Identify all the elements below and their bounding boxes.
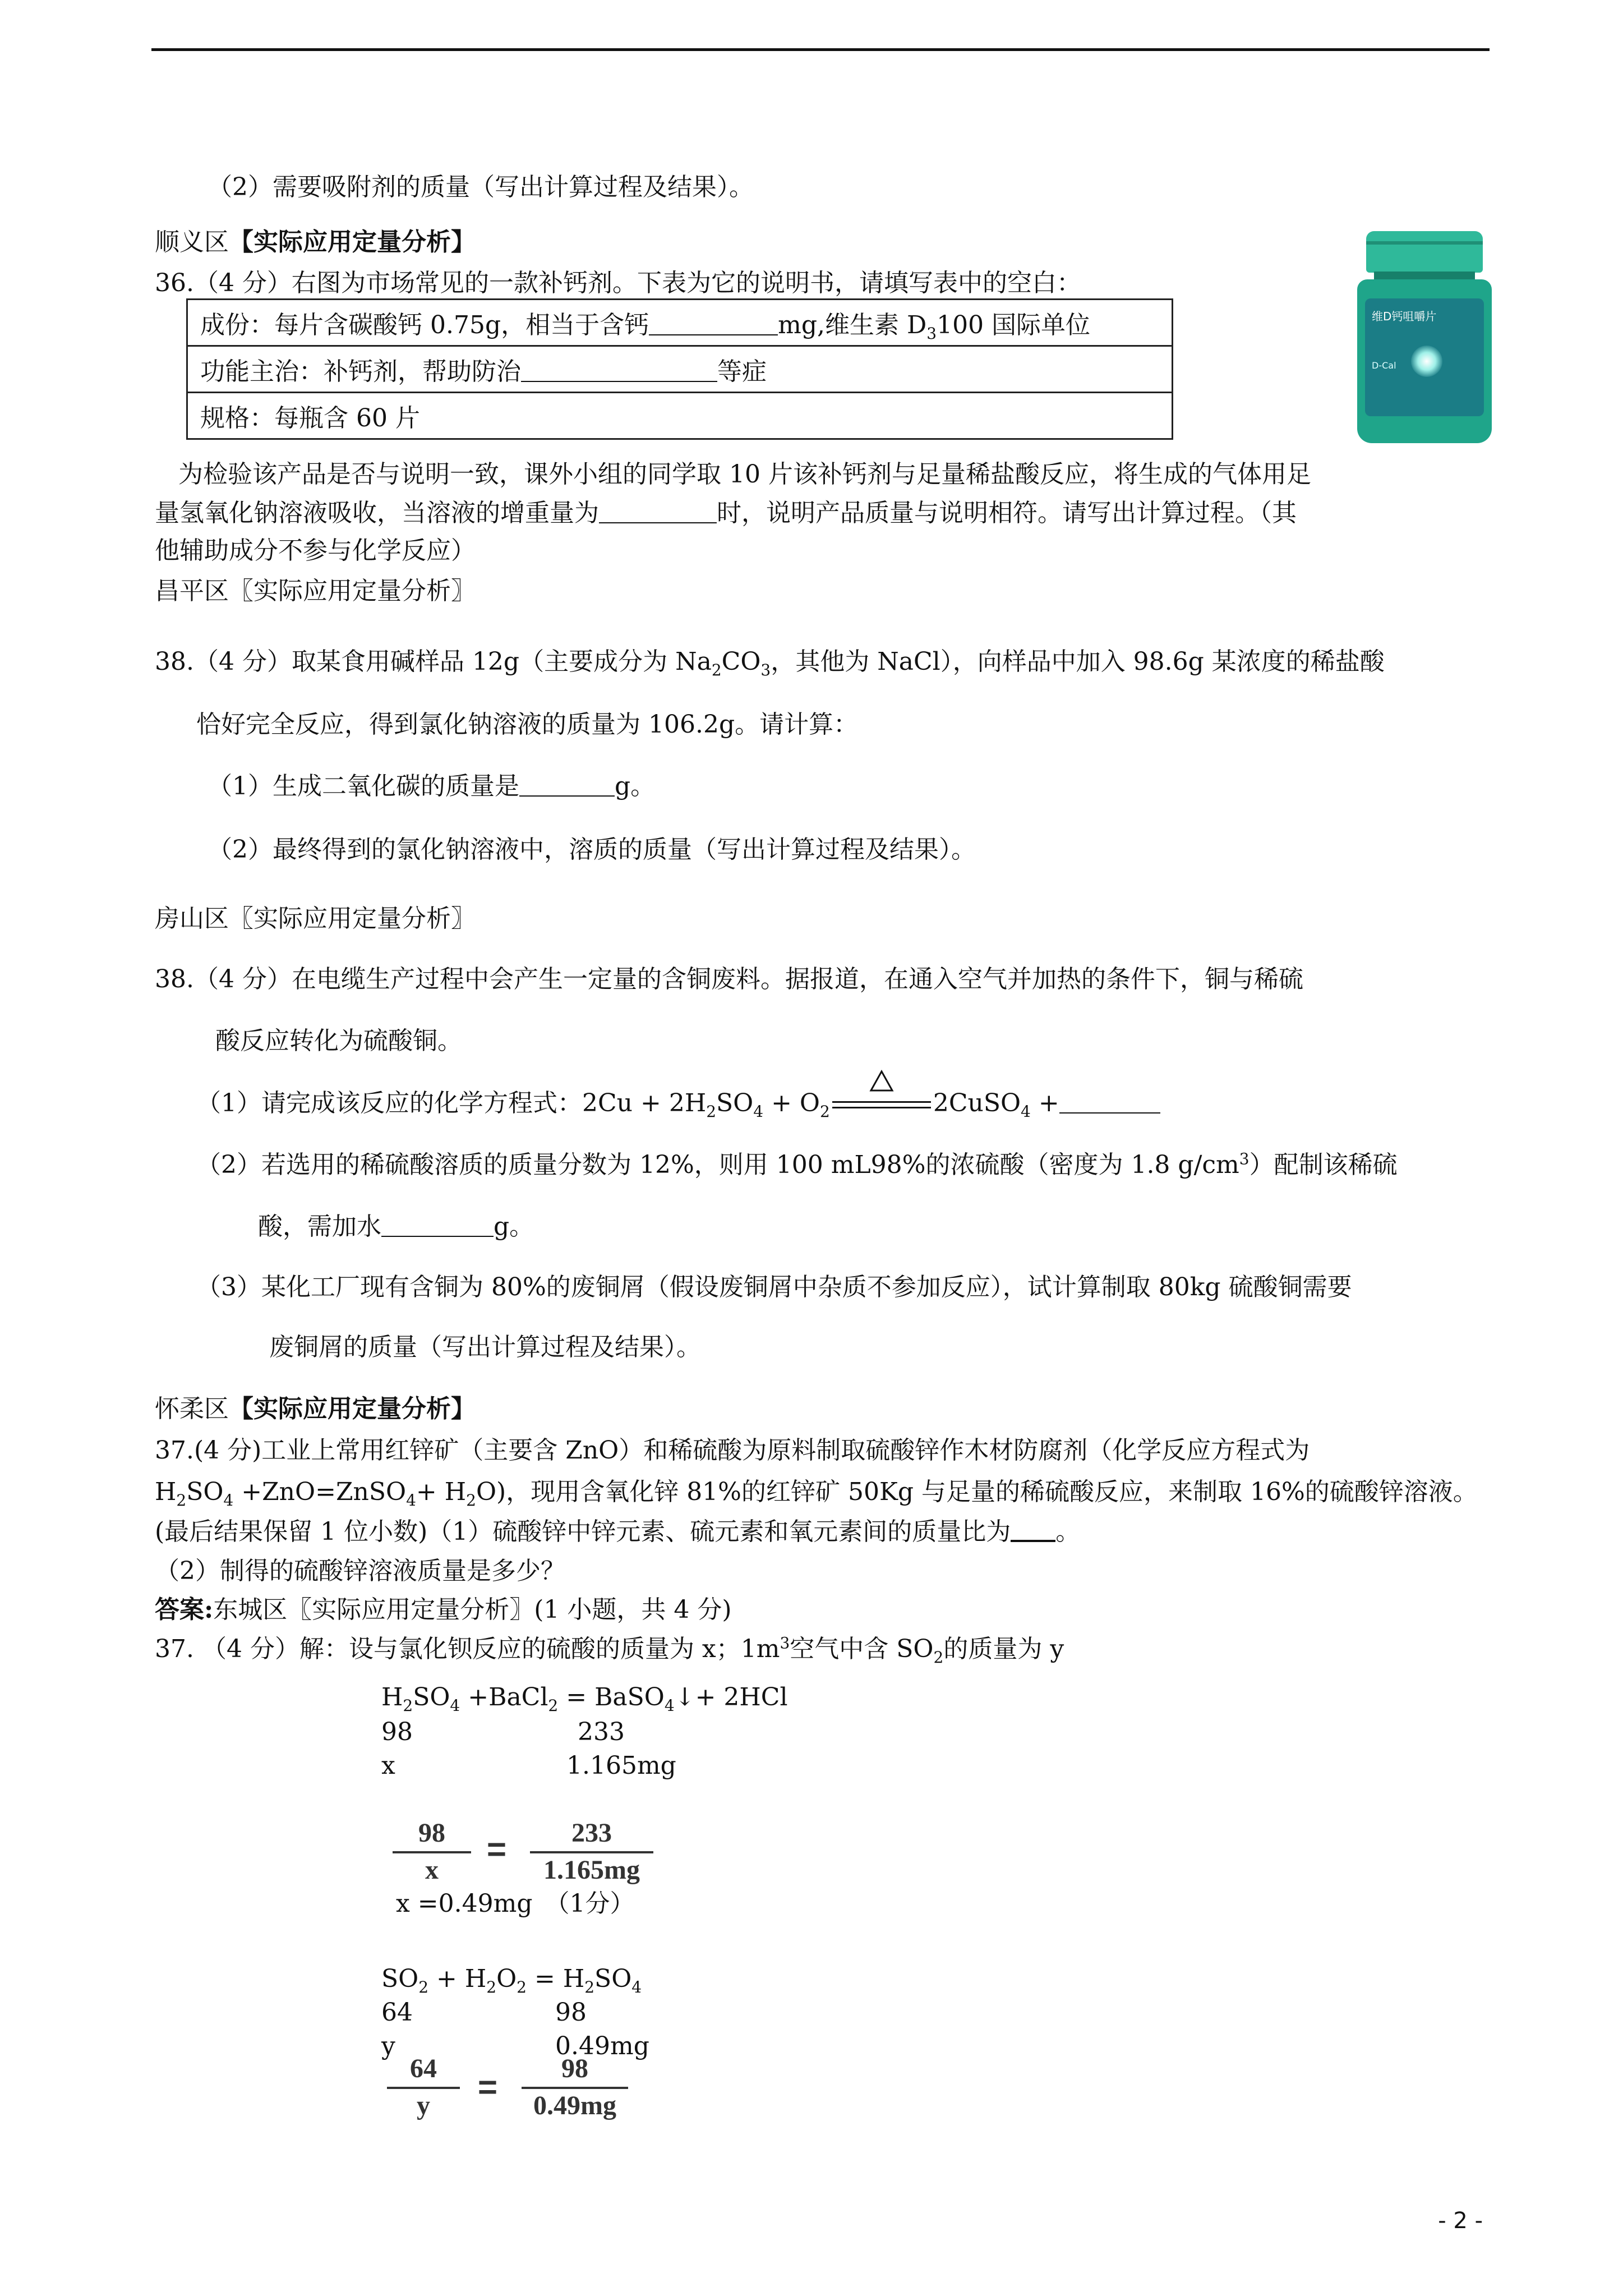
equals-sign: = [478, 2068, 498, 2106]
text-line: （2）最终得到的氯化钠溶液中，溶质的质量（写出计算过程及结果）。 [208, 835, 976, 864]
table-row [187, 346, 1173, 393]
chemical-equation-line: （1）请完成该反应的化学方程式：$2Cu + 2H_2SO_4 + O_2$ 2CuSO$_4$ + [196, 1087, 1160, 1120]
text-line: （2）需要吸附剂的质量（写出计算过程及结果）。 [208, 173, 754, 201]
product-info-table [186, 298, 1173, 440]
label-glow-icon [1411, 346, 1442, 377]
heat-triangle-icon [869, 1068, 894, 1090]
answer-blank [521, 358, 717, 382]
page-number: - 2 - [1438, 2208, 1483, 2234]
text-line: （1）生成二氧化碳的质量是 g。 [208, 772, 656, 800]
table-row [187, 393, 1173, 439]
section-heading: 房山区〖实际应用定量分析〗 [155, 904, 476, 933]
text-line: （2）若选用的稀硫酸溶质的质量分数为 12%，则用 100 mL98%的浓硫酸（密度为 1.8 $g/cm^3$）配制该稀硫 [196, 1149, 1398, 1179]
text-line: 37. （4 分）解：设与氯化钡反应的硫酸的质量为 x；$1m^3$空气中含 $SO_2$的质量为 y [155, 1634, 1064, 1667]
answer-blank [599, 500, 717, 523]
bottle-label: 维D钙咀嚼片 D-Cal [1365, 298, 1484, 416]
question-38-fangshan: 38.（4 分）在电缆生产过程中会产生一定量的含铜废料。据报道，在通入空气并加热的条件下，铜与稀硫 [155, 965, 1303, 993]
equation-bacl2: $H_2SO_4$ +BaCl$_2$ = BaSO$_4$↓+ 2HCl [381, 1683, 788, 1715]
result-x: x =0.49mg （1分） [396, 1889, 635, 1918]
molar-mass: 233 [578, 1718, 625, 1746]
document-page: （2）需要吸附剂的质量（写出计算过程及结果）。 顺义区【实际应用定量分析】 36.（4 分）右图为市场常见的一款补钙剂。下表为它的说明书，请填写表中的空白： 成份：每片含碳酸钙 0.75g，相当于含钙 mg,维生素 $D_3100$ 国际单位 功能主治：补钙剂，帮助防治 等症 规格：每瓶含 60 片 维D钙咀嚼片 D-Cal 为检验该产品是否与说明一致，课外小组的同学取 10 片该补钙剂与足量稀盐酸反应，将生成的气体用足 量氢氧化钠溶液吸收，当溶液的增重量为 时，说明产品质量与说明相符。请写出计算过程。（其 他辅助成分不参与化学反应） 昌平区〖实际应用定量分析〗 38.（4 分）取某食用碱样品 12g（主要成分为 $Na_2CO_3$，其他为 NaCl），向样品中加入 98.6g 某浓度的稀盐酸 恰好完全反应，得到氯化钠溶液的质量为 106.2g。请计算： （1）生成二氧化碳的质量是 g。 （2）最终得到的氯化钠溶液中，溶质的质量（写出计算过程及结果）。 房山区〖实际应用定量分析〗 38.（4 分）在电缆生产过程中会产生一定量的含铜废料。据报道，在通入空气并加热的条件下，铜与稀硫 酸反应转化为硫酸铜。 （1）请完成该反应的化学方程式：$2Cu + 2H_2SO_4 + O_2$ 2CuSO$_4$ + （2）若选用的稀硫酸溶质的质量分数为 12%，则用 100 mL98%的浓硫酸（密度为 1.8 $g/cm^3$）配制该稀硫 酸，需加水 g。 （3）某化工厂现有含铜为 80%的废铜屑（假设废铜屑中杂质不参加反应），试计算制取 80kg 硫酸铜需要 废铜屑的质量（写出计算过程及结果）。 怀柔区【实际应用定量分析】 37.(4 分)工业上常用红锌矿（主要含 ZnO）和稀硫酸为原料制取硫酸锌作木材防腐剂（化学反应方程式为 $H_2SO_4$ +ZnO=ZnSO$_4$+ $H_2O$)，现用含氧化锌 81%的红锌矿 50Kg 与足量的稀硫酸反应，来制取 16%的硫酸锌溶液。 (最后结果保留 1 位小数)（1）硫酸锌中锌元素、硫元素和氧元素间的质量比为 。 （2）制得的硫酸锌溶液质量是多少？ 答案:东城区〖实际应用定量分析〗(1 小题，共 4 分) 37. （4 分）解：设与氯化钡反应的硫酸的质量为 x；$1m^3$空气中含 $SO_2$的质量为 y $H_2SO_4$ +BaCl$_2$ = BaSO$_4$↓+ 2HCl 98 233 x 1.165mg 98 x = 233 1.165mg x =0.49mg （1分） $SO_2 + H_2O_2 = H_2SO_4$ 64 98 y 0.49mg 64 y = 98 0.49mg - 2 - [0, 0, 1623, 2296]
text-line: 他辅助成分不参与化学反应） [155, 536, 476, 565]
answer-blank [1059, 1090, 1160, 1114]
variable: x [381, 1751, 395, 1780]
answer-heading: 答案:东城区〖实际应用定量分析〗(1 小题，共 4 分) [155, 1595, 732, 1624]
section-heading: 顺义区【实际应用定量分析】 [155, 228, 476, 256]
text-line: 恰好完全反应，得到氯化钠溶液的质量为 106.2g。请计算： [196, 710, 859, 739]
answer-blank [1011, 1517, 1055, 1542]
bottle-cap [1366, 231, 1483, 273]
calcium-supplement-bottle-image [1357, 231, 1492, 443]
text-line: 为检验该产品是否与说明一致，课外小组的同学取 10 片该补钙剂与足量稀盐酸反应，将生成的气体用足 [178, 460, 1311, 489]
known-value: 0.49mg [555, 2032, 649, 2060]
answer-blank [381, 1213, 494, 1237]
molar-mass: 98 [381, 1718, 413, 1746]
table-cell: 功能主治：补钙剂，帮助防治 等症 [187, 346, 1173, 393]
molar-mass: 98 [555, 1998, 587, 2027]
molar-mass: 64 [381, 1998, 413, 2027]
table-cell: 规格：每瓶含 60 片 [187, 393, 1173, 439]
heat-reaction-arrow [830, 1087, 933, 1120]
known-value: 1.165mg [566, 1751, 676, 1780]
section-heading: 怀柔区【实际应用定量分析】 [155, 1395, 476, 1423]
text-line: （2）制得的硫酸锌溶液质量是多少？ [155, 1557, 565, 1585]
equals-sign: = [487, 1830, 507, 1868]
text-line: 废铜屑的质量（写出计算过程及结果）。 [269, 1333, 701, 1361]
text-line: （3）某化工厂现有含铜为 80%的废铜屑（假设废铜屑中杂质不参加反应），试计算制取 80kg 硫酸铜需要 [196, 1273, 1352, 1301]
question-37-huairou: 37.(4 分)工业上常用红锌矿（主要含 ZnO）和稀硫酸为原料制取硫酸锌作木材防腐剂（化学反应方程式为 [155, 1436, 1310, 1465]
text-line: 量氢氧化钠溶液吸收，当溶液的增重量为 时，说明产品质量与说明相符。请写出计算过程。（其 [155, 499, 1297, 527]
section-heading: 昌平区〖实际应用定量分析〗 [155, 577, 476, 605]
text-line: $H_2SO_4$ +ZnO=ZnSO$_4$+ $H_2O$)，现用含氧化锌 81%的红锌矿 50Kg 与足量的稀硫酸反应，来制取 16%的硫酸锌溶液。 [155, 1478, 1478, 1510]
variable: y [381, 2032, 395, 2060]
table-row [187, 300, 1173, 346]
answer-blank [519, 773, 615, 797]
text-line: (最后结果保留 1 位小数)（1）硫酸锌中锌元素、硫元素和氧元素间的质量比为 。 [155, 1517, 1081, 1546]
answer-blank [649, 312, 778, 335]
equation-so2: $SO_2 + H_2O_2 = H_2SO_4$ [381, 1964, 642, 1996]
question-38: 38.（4 分）取某食用碱样品 12g（主要成分为 $Na_2CO_3$，其他为 NaCl），向样品中加入 98.6g 某浓度的稀盐酸 [155, 647, 1385, 679]
text-line: 酸反应转化为硫酸铜。 [215, 1027, 462, 1055]
text-line: 酸，需加水 g。 [258, 1212, 534, 1241]
question-36: 36.（4 分）右图为市场常见的一款补钙剂。下表为它的说明书，请填写表中的空白： [155, 269, 1081, 297]
table-cell: 成份：每片含碳酸钙 0.75g，相当于含钙 mg,维生素 $D_3100$ 国际单位 [187, 300, 1173, 346]
header-rule [151, 48, 1490, 51]
